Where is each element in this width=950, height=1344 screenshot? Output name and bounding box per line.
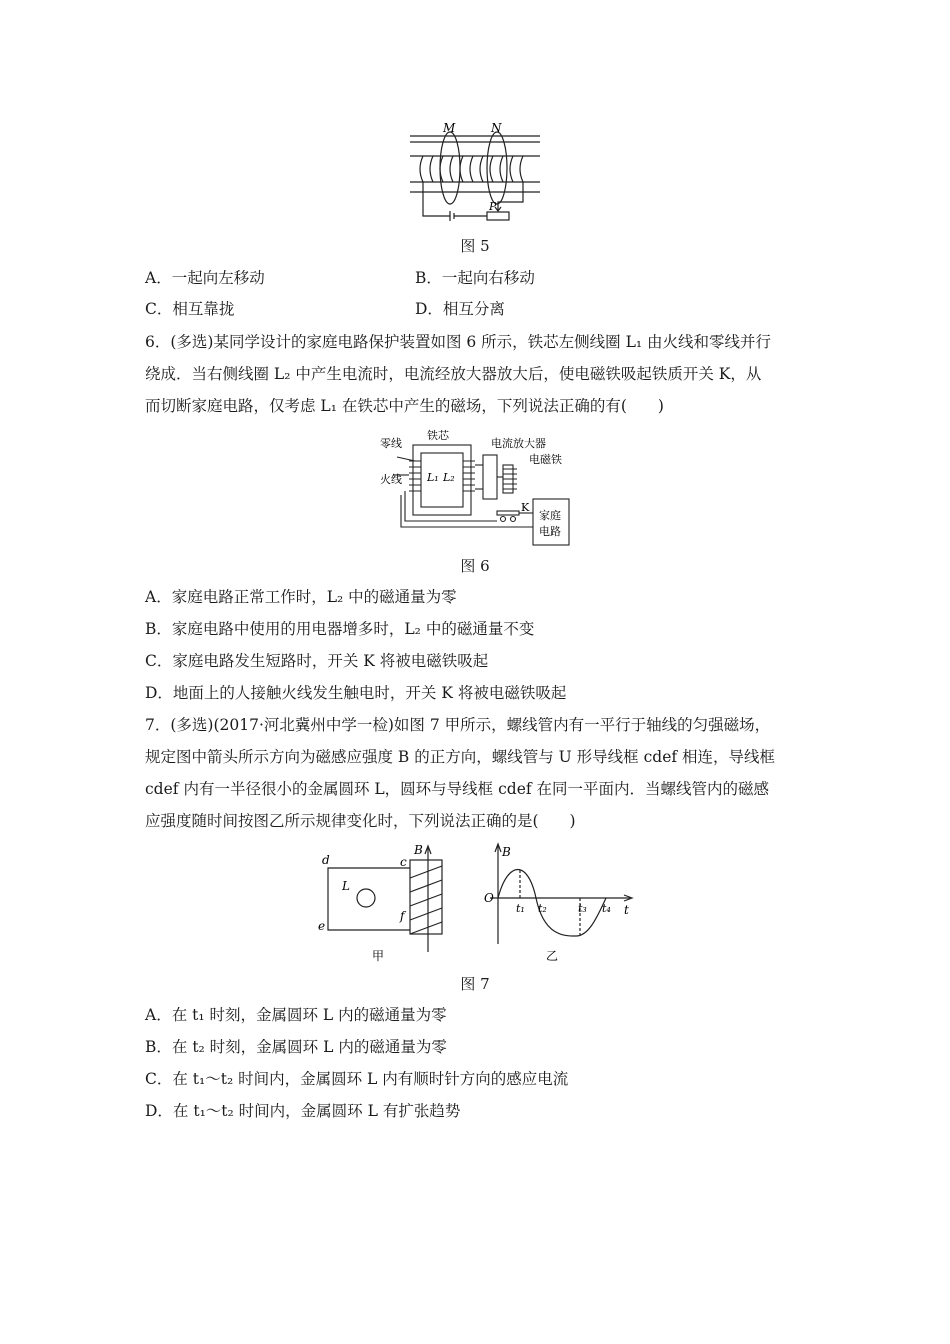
q6-stem-line3: 而切断家庭电路，仅考虑 L₁ 在铁芯中产生的磁场，下列说法正确的有( ) <box>145 397 664 415</box>
fig7-label-f: f <box>400 909 405 923</box>
fig6-label-amplifier: 电流放大器 <box>491 437 546 450</box>
q7-stem-line2: 规定图中箭头所示方向为磁感应强度 B 的正方向，螺线管与 U 形导线框 cdef 相连，导线框 <box>145 748 776 766</box>
fig7-label-t: t <box>624 903 629 917</box>
fig7-label-c: c <box>400 855 407 869</box>
fig6-label-neutral: 零线 <box>380 437 402 450</box>
fig7-caption: 图 7 <box>460 975 490 993</box>
fig6-label-electromagnet: 电磁铁 <box>529 453 562 466</box>
fig7-label-t3: t₃ <box>578 902 587 915</box>
fig7-label-t2: t₂ <box>538 902 547 915</box>
fig7-label-e: e <box>318 919 326 933</box>
fig6-label-l2: L₂ <box>443 471 455 484</box>
fig7-label-t1: t₁ <box>516 902 525 915</box>
figure-7-jia <box>310 840 460 965</box>
fig5-label-n: N <box>491 121 502 135</box>
fig7-label-jia: 甲 <box>372 949 385 963</box>
fig6-label-live: 火线 <box>380 473 402 486</box>
fig5-caption: 图 5 <box>460 237 490 255</box>
fig7-label-b-axis: B <box>502 845 511 859</box>
q6-option-c: C．家庭电路发生短路时，开关 K 将被电磁铁吸起 <box>145 652 489 670</box>
fig5-label-m: M <box>443 121 456 135</box>
q5-option-d: D．相互分离 <box>415 300 505 318</box>
fig6-label-l1: L₁ <box>427 471 439 484</box>
q6-option-a: A．家庭电路正常工作时，L₂ 中的磁通量为零 <box>145 588 457 606</box>
q6-stem-line2: 绕成．当右侧线圈 L₂ 中产生电流时，电流经放大器放大后，使电磁铁吸起铁质开关 K，从 <box>145 365 762 383</box>
q6-stem-line1: 6．(多选)某同学设计的家庭电路保护装置如图 6 所示，铁芯左侧线圈 L₁ 由火线和零线并行 <box>145 333 772 351</box>
fig7-label-t4: t₄ <box>602 902 611 915</box>
q7-option-c: C．在 t₁～t₂ 时间内，金属圆环 L 内有顺时针方向的感应电流 <box>145 1070 569 1088</box>
figure-7-yi <box>480 840 640 965</box>
figure-5 <box>405 120 545 230</box>
fig7-label-l: L <box>342 879 350 893</box>
fig6-label-home-1: 家庭 <box>539 509 561 522</box>
fig6-caption: 图 6 <box>460 557 490 575</box>
fig6-label-core: 铁芯 <box>427 429 449 442</box>
q7-stem-line4: 应强度随时间按图乙所示规律变化时，下列说法正确的是( ) <box>145 812 576 830</box>
fig5-label-p: P <box>489 200 497 213</box>
q6-option-b: B．家庭电路中使用的用电器增多时，L₂ 中的磁通量不变 <box>145 620 535 638</box>
fig7-label-yi: 乙 <box>546 949 559 963</box>
fig7-label-d: d <box>322 853 330 867</box>
q7-option-a: A．在 t₁ 时刻，金属圆环 L 内的磁通量为零 <box>145 1006 447 1024</box>
q5-option-a: A．一起向左移动 <box>145 269 265 287</box>
figure-6 <box>375 425 575 550</box>
q7-option-b: B．在 t₂ 时刻，金属圆环 L 内的磁通量为零 <box>145 1038 447 1056</box>
fig6-label-home-2: 电路 <box>539 525 561 538</box>
q7-option-d: D．在 t₁～t₂ 时间内，金属圆环 L 有扩张趋势 <box>145 1102 461 1120</box>
q5-option-b: B．一起向右移动 <box>415 269 535 287</box>
fig7-label-b-solenoid: B <box>414 843 423 857</box>
q5-option-c: C．相互靠拢 <box>145 300 235 318</box>
q7-stem-line1: 7．(多选)(2017·河北冀州中学一检)如图 7 甲所示，螺线管内有一平行于轴线的匀强磁场， <box>145 716 771 734</box>
q7-stem-line3: cdef 内有一半径很小的金属圆环 L，圆环与导线框 cdef 在同一平面内．当螺线管内的磁感 <box>145 780 770 798</box>
q6-option-d: D．地面上的人接触火线发生触电时，开关 K 将被电磁铁吸起 <box>145 684 567 702</box>
fig6-label-k: K <box>521 501 530 514</box>
fig7-label-origin: O <box>484 891 494 905</box>
